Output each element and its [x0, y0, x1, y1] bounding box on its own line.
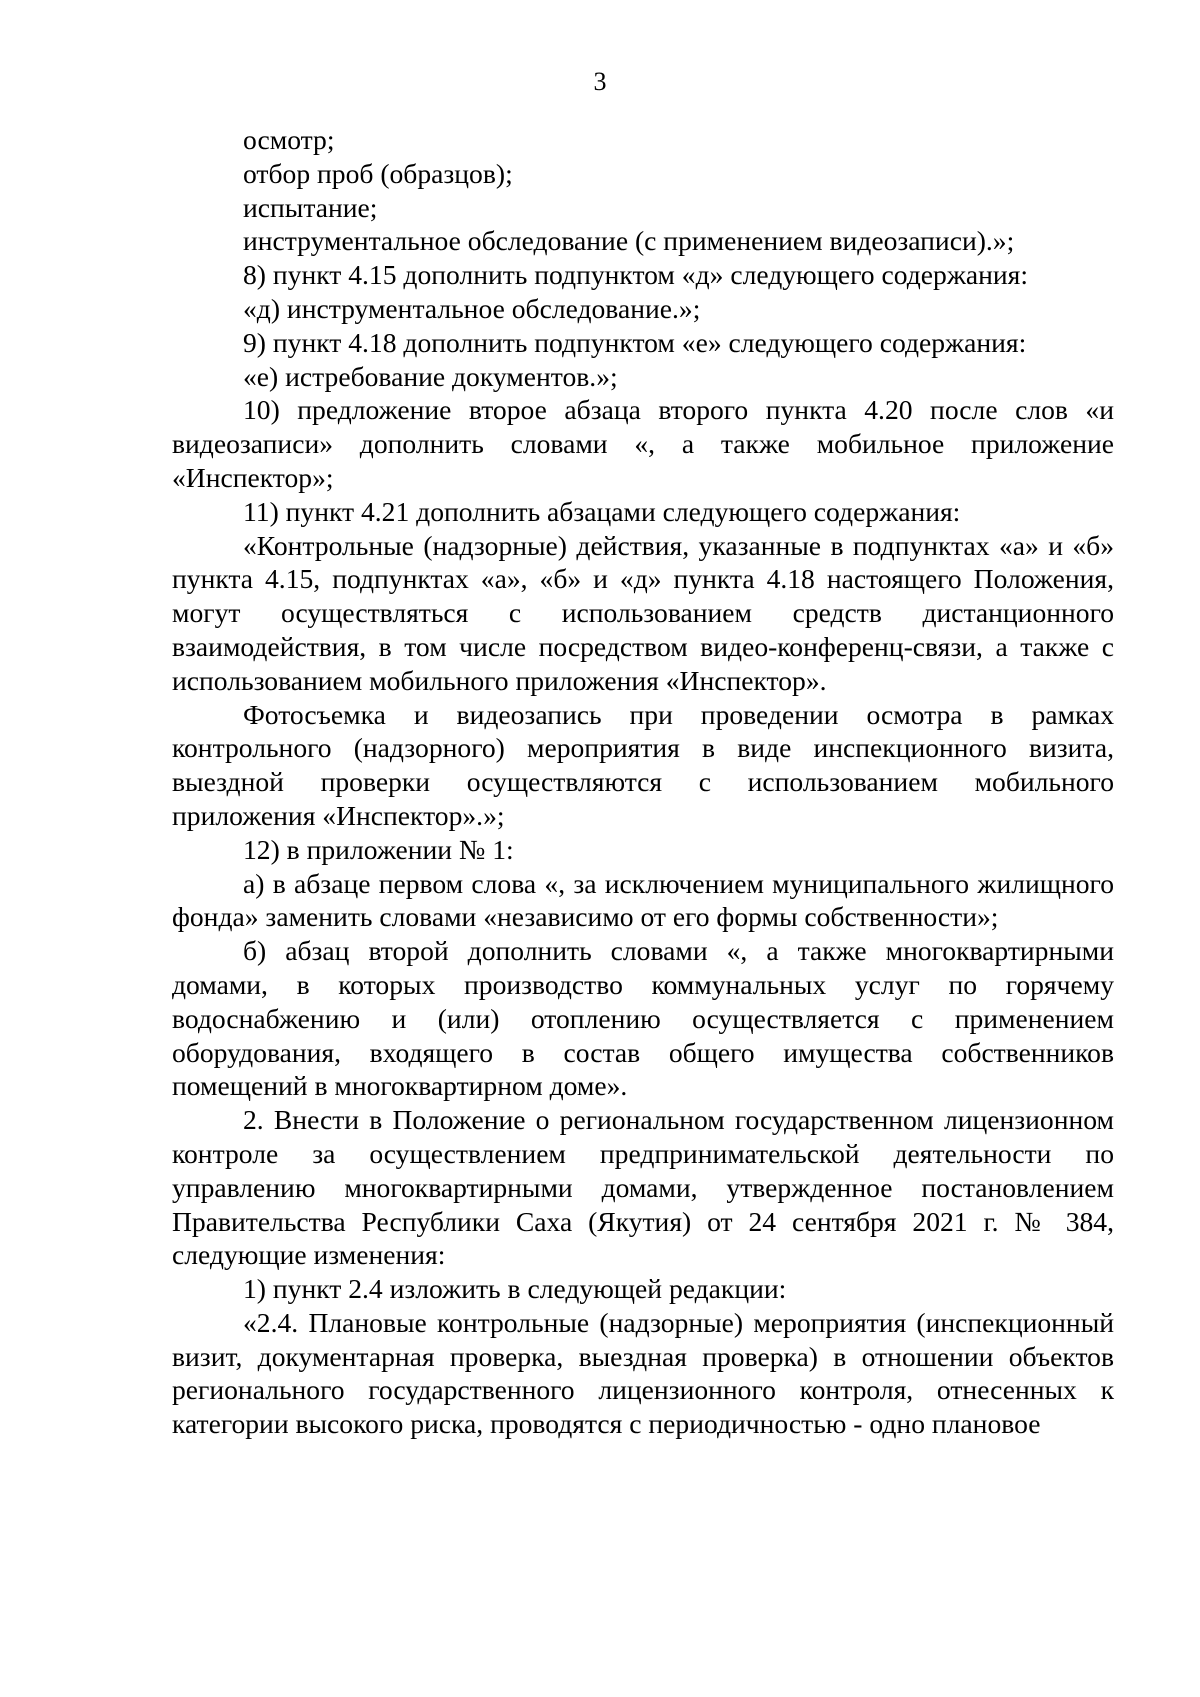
paragraph: осмотр; — [243, 124, 335, 155]
paragraph: «д) инструментальное обследование.»; — [243, 292, 701, 324]
paragraph: 12) в приложении № 1: — [243, 833, 514, 865]
paragraph: «Контрольные (надзорные) действия, указанные в подпунктах «а» и «б» пункта 4.15, подпунктах «а», «б» и «д» пункта 4.18 настоящего Положения, могут осуществляться с использованием средств дистанционного взаимодействия, в том числе посредством видео-конференц-связи, а также с использованием мобильного приложения «Инспектор». — [172, 529, 1114, 696]
paragraph: инструментальное обследование (с применением видеозаписи).»; — [243, 225, 1015, 257]
paragraph: испытание; — [243, 191, 378, 223]
paragraph: б) абзац второй дополнить словами «, а также многоквартирными домами, в которых производство коммунальных услуг по горячему водоснабжению и (или) отоплению осуществляется с применением оборудования, входящего в состав общего имущества собственников помещений в многоквартирном доме». — [172, 935, 1114, 1102]
paragraph: отбор проб (образцов); — [243, 157, 513, 189]
paragraph: 10) предложение второе абзаца второго пункта 4.20 после слов «и видеозаписи» дополнить словами «, а также мобильное приложение «Инспектор»; — [172, 394, 1114, 493]
paragraph: 9) пункт 4.18 дополнить подпунктом «е» следующего содержания: — [243, 326, 1027, 358]
paragraph: 8) пункт 4.15 дополнить подпунктом «д» следующего содержания: — [243, 259, 1029, 291]
paragraph: 1) пункт 2.4 изложить в следующей редакции: — [243, 1273, 787, 1305]
page-number: 3 — [593, 67, 607, 96]
document-body — [172, 123, 1114, 1441]
paragraph: 11) пункт 4.21 дополнить абзацами следующего содержания: — [243, 495, 961, 527]
paragraph: 2. Внести в Положение о региональном государственном лицензионном контроле за осуществлением предпринимательской деятельности по управлению многоквартирными домами, утвержденное постановлением Правительства Республики Саха (Якутия) от 24 сентября 2021 г. № 384, следующие изменения: — [172, 1104, 1114, 1271]
paragraph: а) в абзаце первом слова «, за исключением муниципального жилищного фонда» заменить словами «независимо от его формы собственности»; — [172, 867, 1114, 933]
paragraph: «е) истребование документов.»; — [243, 360, 618, 392]
paragraph: «2.4. Плановые контрольные (надзорные) мероприятия (инспекционный визит, документарная проверка, выездная проверка) в отношении объектов регионального государственного лицензионного контроля, отнесенных к категории высокого риска, проводятся с периодичностью - одно плановое — [172, 1306, 1114, 1440]
paragraph: Фотосъемка и видеозапись при проведении осмотра в рамках контрольного (надзорного) мероприятия в виде инспекционного визита, выездной проверки осуществляются с использованием мобильного приложения «Инспектор».»; — [172, 698, 1114, 831]
